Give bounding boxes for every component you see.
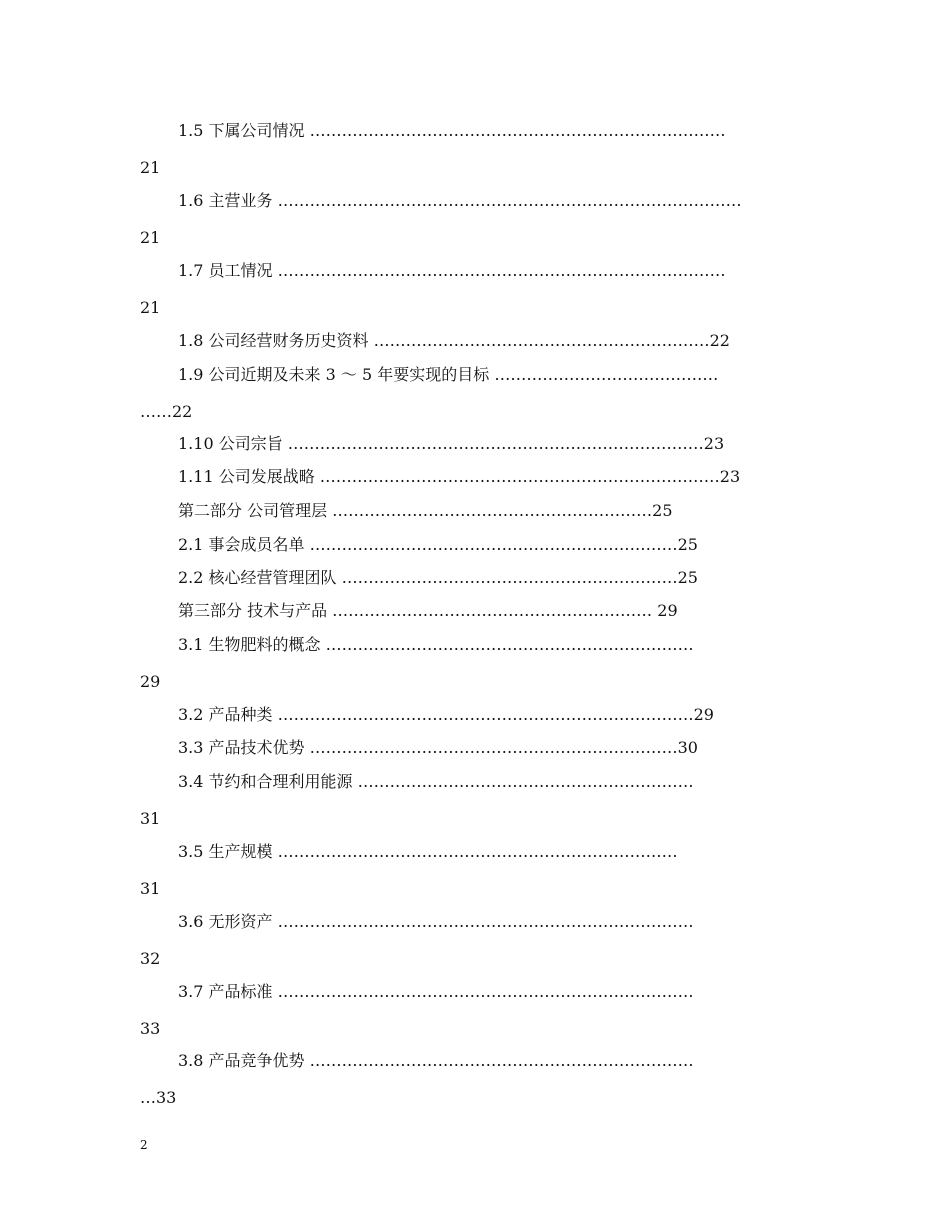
toc-entry-3-6-page: 32 xyxy=(140,949,161,968)
toc-entry-3-6: 3.6 无形资产 …………………………………………………………………… xyxy=(178,912,694,931)
toc-entry-1-7: 1.7 员工情况 ………………………………………………………………………… xyxy=(178,261,726,280)
toc-entry-1-5: 1.5 下属公司情况 …………………………………………………………………… xyxy=(178,121,726,140)
toc-entry-3-3: 3.3 产品技术优势 ……………………………………………………………30 xyxy=(178,738,698,757)
toc-entry-1-11: 1.11 公司发展战略 …………………………………………………………………23 xyxy=(178,467,741,486)
toc-entry-part-3: 第三部分 技术与产品 …………………………………………………… 29 xyxy=(178,601,678,620)
toc-entry-3-2: 3.2 产品种类 ……………………………………………………………………29 xyxy=(178,705,714,724)
page-number: 2 xyxy=(140,1138,148,1152)
toc-entry-2-1: 2.1 事会成员名单 ……………………………………………………………25 xyxy=(178,535,698,554)
toc-entry-1-9: 1.9 公司近期及未来 3 ～ 5 年要实现的目标 …………………………………… xyxy=(178,365,719,384)
toc-entry-1-7-page: 21 xyxy=(140,298,161,317)
toc-entry-3-1: 3.1 生物肥料的概念 …………………………………………………………… xyxy=(178,635,694,654)
toc-entry-2-2: 2.2 核心经营管理团队 ………………………………………………………25 xyxy=(178,568,698,587)
toc-entry-1-9-page: ……22 xyxy=(140,402,193,421)
toc-entry-3-5-page: 31 xyxy=(140,879,161,898)
toc-entry-3-5: 3.5 生产规模 ………………………………………………………………… xyxy=(178,842,678,861)
toc-entry-3-8: 3.8 产品竞争优势 ……………………………………………………………… xyxy=(178,1051,694,1070)
toc-entry-1-6-page: 21 xyxy=(140,228,161,247)
toc-entry-3-7: 3.7 产品标准 …………………………………………………………………… xyxy=(178,982,694,1001)
toc-entry-3-4: 3.4 节约和合理利用能源 ……………………………………………………… xyxy=(178,772,694,791)
toc-entry-3-1-page: 29 xyxy=(140,672,161,691)
toc-entry-part-2: 第二部分 公司管理层 ……………………………………………………25 xyxy=(178,501,673,520)
toc-entry-3-4-page: 31 xyxy=(140,809,161,828)
toc-entry-1-10: 1.10 公司宗旨 ……………………………………………………………………23 xyxy=(178,434,725,453)
toc-entry-1-6: 1.6 主营业务 …………………………………………………………………………… xyxy=(178,191,742,210)
toc-entry-3-7-page: 33 xyxy=(140,1019,161,1038)
toc-entry-1-8: 1.8 公司经营财务历史资料 ………………………………………………………22 xyxy=(178,331,730,350)
toc-entry-3-8-page: …33 xyxy=(140,1088,177,1107)
toc-entry-1-5-page: 21 xyxy=(140,158,161,177)
